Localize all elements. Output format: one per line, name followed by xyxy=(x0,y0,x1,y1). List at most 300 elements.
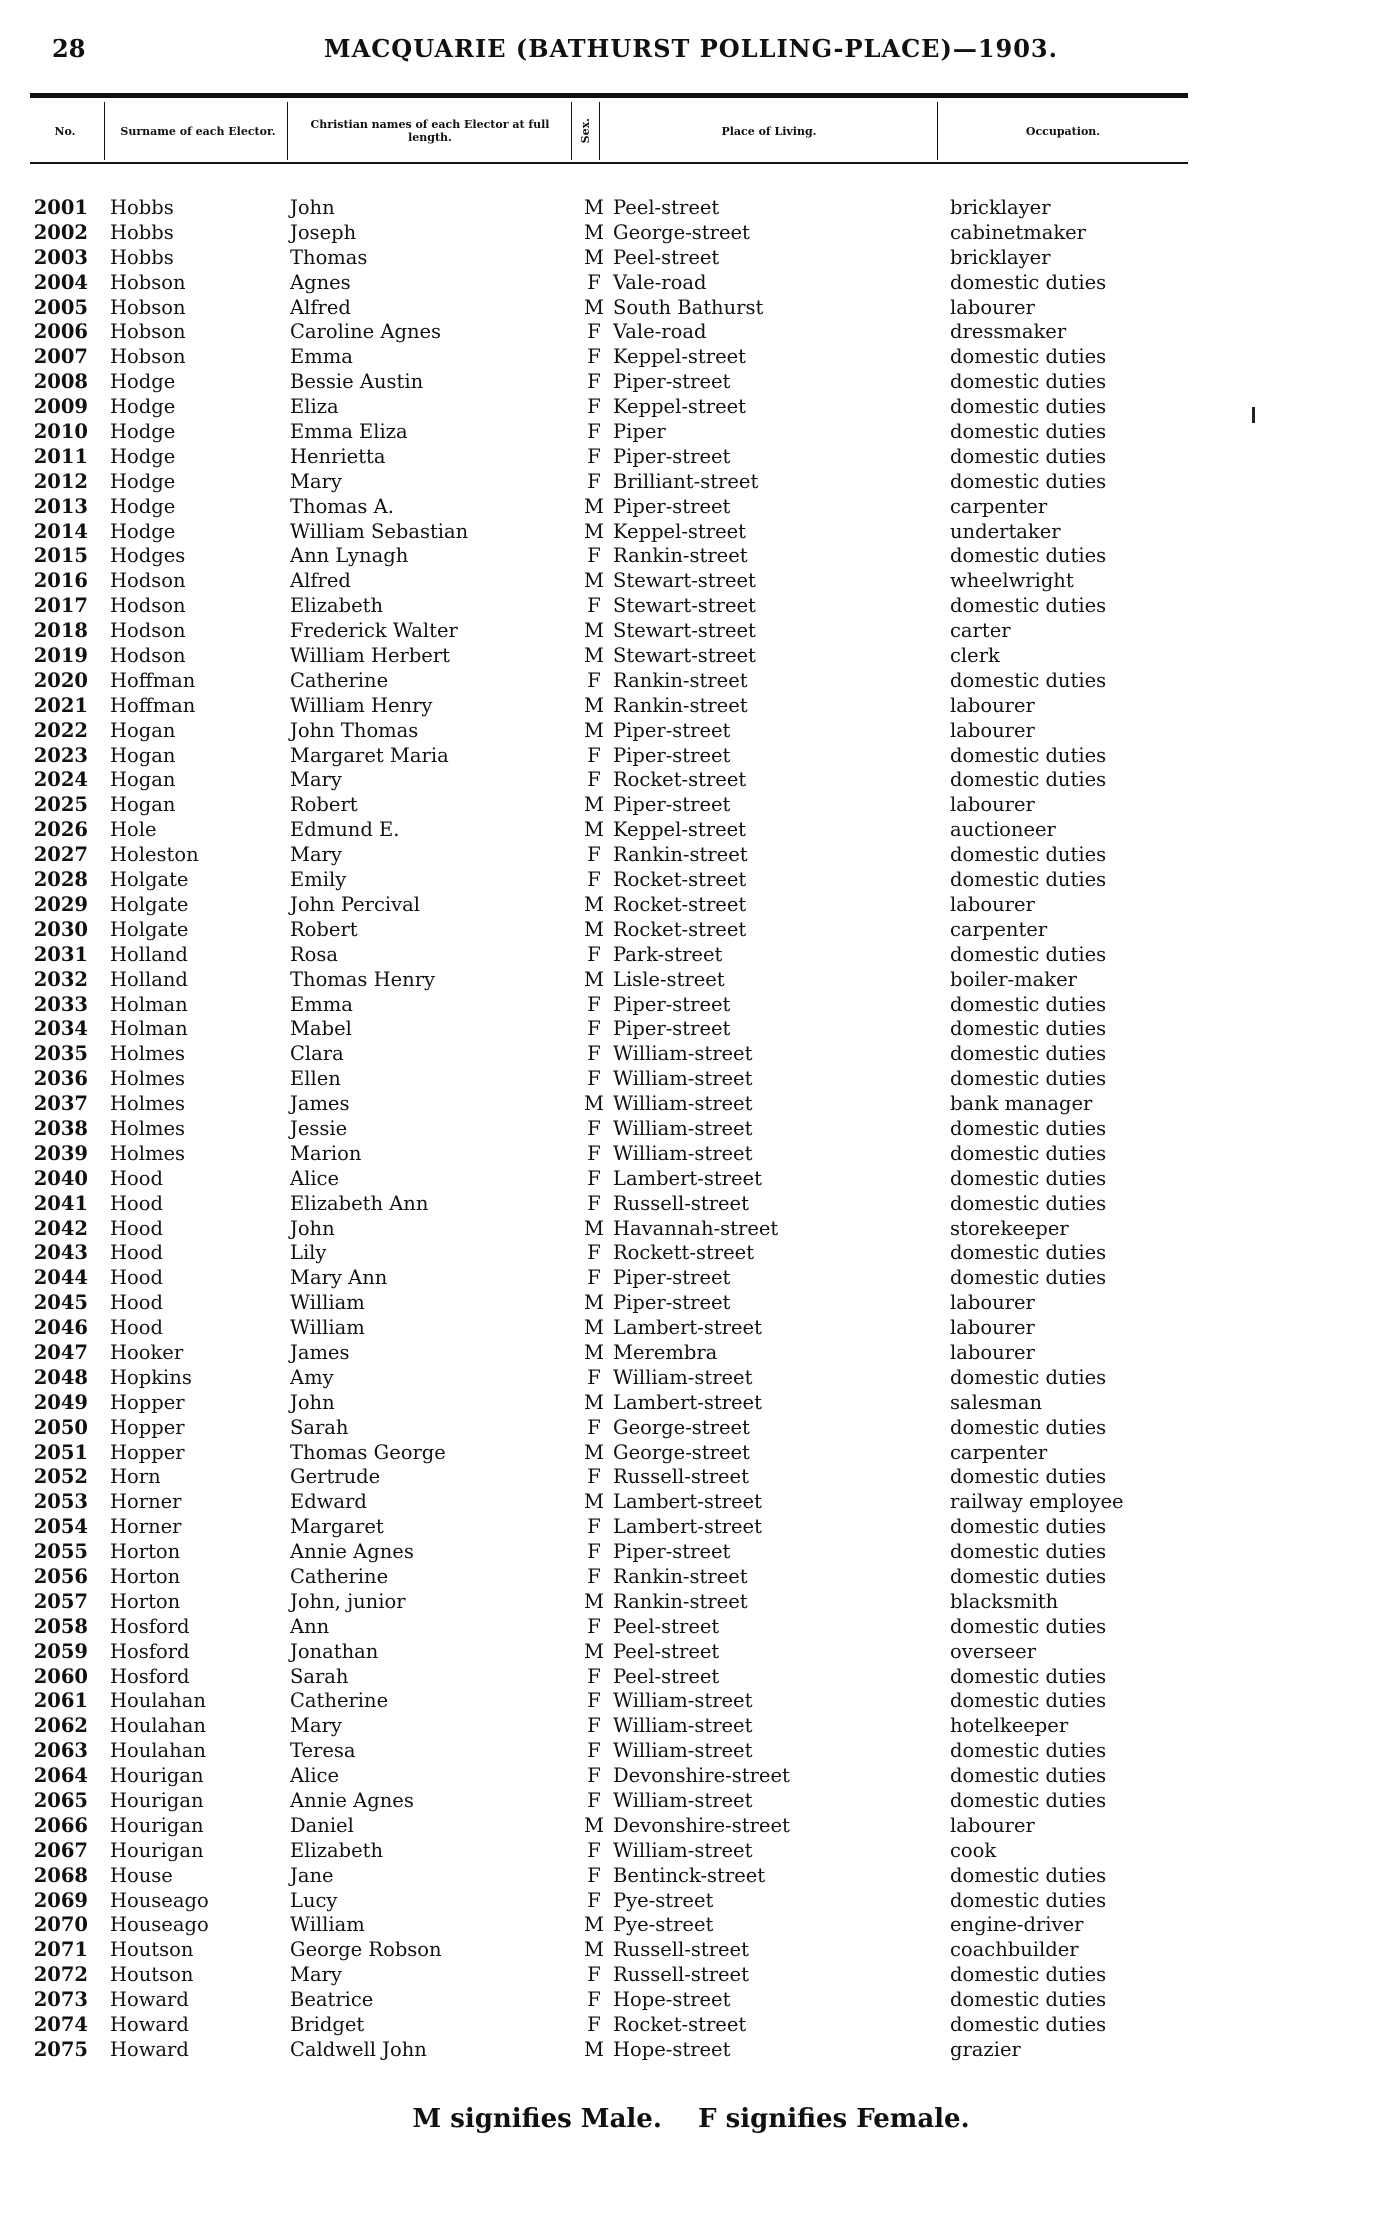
table-row xyxy=(0,1665,1382,1690)
sex: F xyxy=(587,1166,601,1190)
surname: Houlahan xyxy=(110,1689,206,1713)
header-sex xyxy=(572,104,598,158)
christian-names: Thomas A. xyxy=(290,494,394,518)
table-row xyxy=(0,694,1382,719)
place-of-living: Piper-street xyxy=(613,743,731,767)
elector-number: 2038 xyxy=(33,1116,88,1140)
sex: F xyxy=(587,544,601,568)
christian-names: Teresa xyxy=(290,1739,356,1763)
table-row xyxy=(0,2013,1382,2038)
table-row xyxy=(0,818,1382,843)
occupation: domestic duties xyxy=(950,1888,1107,1912)
surname: Houseago xyxy=(110,1888,209,1912)
christian-names: John xyxy=(290,1216,335,1240)
place-of-living: William-street xyxy=(613,1689,753,1713)
occupation: domestic duties xyxy=(950,1863,1107,1887)
surname: Hobbs xyxy=(110,245,174,269)
occupation: domestic duties xyxy=(950,768,1107,792)
sex: F xyxy=(587,420,601,444)
surname: Horton xyxy=(110,1589,181,1613)
sex: F xyxy=(587,1988,601,2012)
place-of-living: South Bathurst xyxy=(613,295,764,319)
table-row xyxy=(0,744,1382,769)
surname: Hogan xyxy=(110,768,176,792)
surname: Hourigan xyxy=(110,1838,204,1862)
surname: Hoffman xyxy=(110,668,196,692)
header-surname: Surname of each Elector. xyxy=(120,124,276,138)
christian-names: Mary xyxy=(290,1963,342,1987)
sex: M xyxy=(584,1440,604,1464)
elector-number: 2067 xyxy=(33,1838,88,1862)
sex: F xyxy=(587,942,601,966)
elector-number: 2035 xyxy=(33,1042,88,1066)
table-row xyxy=(0,1117,1382,1142)
christian-names: Henrietta xyxy=(290,444,386,468)
table-row xyxy=(0,1217,1382,1242)
sex: F xyxy=(587,1415,601,1439)
elector-number: 2061 xyxy=(33,1689,88,1713)
elector-number: 2063 xyxy=(33,1739,88,1763)
christian-names: William Sebastian xyxy=(290,519,469,543)
place-of-living: Vale-road xyxy=(613,320,707,344)
sex: M xyxy=(584,494,604,518)
surname: Houseago xyxy=(110,1913,209,1937)
christian-names: Margaret Maria xyxy=(290,743,449,767)
elector-number: 2075 xyxy=(33,2037,88,2061)
sex-legend: M signifies Male. F signifies Female. xyxy=(412,2104,970,2134)
table-row xyxy=(0,1192,1382,1217)
christian-names: Jonathan xyxy=(290,1639,379,1663)
table-row xyxy=(0,1490,1382,1515)
surname: Hourigan xyxy=(110,1764,204,1788)
christian-names: Elizabeth xyxy=(290,594,384,618)
elector-number: 2064 xyxy=(33,1764,88,1788)
occupation: salesman xyxy=(950,1390,1043,1414)
elector-number: 2051 xyxy=(33,1440,88,1464)
occupation: domestic duties xyxy=(950,1415,1107,1439)
surname: Hood xyxy=(110,1266,163,1290)
elector-number: 2048 xyxy=(33,1365,88,1389)
surname: Horton xyxy=(110,1540,181,1564)
place-of-living: Devonshire-street xyxy=(613,1813,790,1837)
table-row xyxy=(0,868,1382,893)
place-of-living: Keppel-street xyxy=(613,818,746,842)
christian-names: Emma xyxy=(290,992,353,1016)
table-row xyxy=(0,943,1382,968)
table-row xyxy=(0,1465,1382,1490)
place-of-living: Lambert-street xyxy=(613,1390,762,1414)
surname: Holgate xyxy=(110,917,189,941)
occupation: engine-driver xyxy=(950,1913,1084,1937)
sex: F xyxy=(587,1365,601,1389)
sex: M xyxy=(584,245,604,269)
elector-number: 2010 xyxy=(33,420,88,444)
table-row xyxy=(0,569,1382,594)
occupation: domestic duties xyxy=(950,868,1107,892)
occupation: labourer xyxy=(950,1340,1035,1364)
sex: F xyxy=(587,1564,601,1588)
surname: Hodges xyxy=(110,544,186,568)
elector-number: 2031 xyxy=(33,942,88,966)
elector-number: 2028 xyxy=(33,868,88,892)
occupation: bricklayer xyxy=(950,245,1051,269)
surname: Hole xyxy=(110,818,157,842)
christian-names: Agnes xyxy=(290,270,351,294)
place-of-living: Piper-street xyxy=(613,793,731,817)
table-row xyxy=(0,619,1382,644)
place-of-living: Hope-street xyxy=(613,1988,731,2012)
place-of-living: George-street xyxy=(613,1440,750,1464)
elector-number: 2008 xyxy=(33,370,88,394)
surname: Hopkins xyxy=(110,1365,192,1389)
elector-number: 2074 xyxy=(33,2013,88,2037)
place-of-living: Rocket-street xyxy=(613,917,747,941)
sex: F xyxy=(587,1515,601,1539)
sex: M xyxy=(584,644,604,668)
occupation: boiler-maker xyxy=(950,967,1077,991)
elector-number: 2072 xyxy=(33,1963,88,1987)
christian-names: Catherine xyxy=(290,1564,389,1588)
christian-names: Alfred xyxy=(290,295,351,319)
sex: F xyxy=(587,2013,601,2037)
table-row xyxy=(0,1416,1382,1441)
elector-number: 2003 xyxy=(33,245,88,269)
header-sex-label: Sex. xyxy=(578,118,592,144)
place-of-living: Merembra xyxy=(613,1340,718,1364)
elector-number: 2022 xyxy=(33,718,88,742)
christian-names: Alice xyxy=(290,1764,340,1788)
occupation: domestic duties xyxy=(950,1764,1107,1788)
sex: M xyxy=(584,1316,604,1340)
surname: Holmes xyxy=(110,1141,186,1165)
christian-names: Mabel xyxy=(290,1017,352,1041)
christian-names: William xyxy=(290,1913,365,1937)
elector-number: 2027 xyxy=(33,843,88,867)
elector-number: 2071 xyxy=(33,1938,88,1962)
sex: F xyxy=(587,1963,601,1987)
sex: F xyxy=(587,868,601,892)
table-row xyxy=(0,1316,1382,1341)
table-row xyxy=(0,520,1382,545)
sex: F xyxy=(587,444,601,468)
elector-number: 2019 xyxy=(33,644,88,668)
table-row xyxy=(0,1092,1382,1117)
christian-names: Daniel xyxy=(290,1813,354,1837)
christian-names: William Henry xyxy=(290,693,433,717)
elector-number: 2073 xyxy=(33,1988,88,2012)
surname: Horner xyxy=(110,1515,182,1539)
occupation: labourer xyxy=(950,892,1035,916)
elector-number: 2013 xyxy=(33,494,88,518)
occupation: domestic duties xyxy=(950,1689,1107,1713)
occupation: hotelkeeper xyxy=(950,1714,1069,1738)
sex: F xyxy=(587,1764,601,1788)
elector-number: 2033 xyxy=(33,992,88,1016)
surname: Houlahan xyxy=(110,1739,206,1763)
sex: M xyxy=(584,2037,604,2061)
elector-number: 2025 xyxy=(33,793,88,817)
table-row xyxy=(0,320,1382,345)
elector-number: 2018 xyxy=(33,619,88,643)
occupation: labourer xyxy=(950,1813,1035,1837)
table-row xyxy=(0,1017,1382,1042)
surname: Hodson xyxy=(110,569,186,593)
sex: F xyxy=(587,743,601,767)
elector-number: 2001 xyxy=(33,196,88,219)
table-row xyxy=(0,1341,1382,1366)
place-of-living: Piper-street xyxy=(613,1017,731,1041)
place-of-living: Lambert-street xyxy=(613,1166,762,1190)
table-row xyxy=(0,1938,1382,1963)
sex: F xyxy=(587,320,601,344)
table-row xyxy=(0,296,1382,321)
sex: M xyxy=(584,619,604,643)
occupation: labourer xyxy=(950,718,1035,742)
sex: M xyxy=(584,1291,604,1315)
surname: Hogan xyxy=(110,718,176,742)
sex: M xyxy=(584,1938,604,1962)
elector-number: 2024 xyxy=(33,768,88,792)
place-of-living: Pye-street xyxy=(613,1913,714,1937)
place-of-living: Piper xyxy=(613,420,666,444)
elector-number: 2020 xyxy=(33,668,88,692)
surname: Hood xyxy=(110,1241,163,1265)
elector-number: 2002 xyxy=(33,220,88,244)
christian-names: Ann xyxy=(290,1614,330,1638)
christian-names: Marion xyxy=(290,1141,362,1165)
occupation: domestic duties xyxy=(950,1465,1107,1489)
occupation: domestic duties xyxy=(950,469,1107,493)
sex: M xyxy=(584,1490,604,1514)
table-row xyxy=(0,1689,1382,1714)
surname: Hopper xyxy=(110,1415,185,1439)
elector-number: 2005 xyxy=(33,295,88,319)
sex: F xyxy=(587,1042,601,1066)
place-of-living: Rocket-street xyxy=(613,768,747,792)
surname: Howard xyxy=(110,1988,189,2012)
christian-names: Ann Lynagh xyxy=(290,544,409,568)
elector-number: 2054 xyxy=(33,1515,88,1539)
christian-names: Sarah xyxy=(290,1415,349,1439)
place-of-living: Piper-street xyxy=(613,718,731,742)
place-of-living: Rankin-street xyxy=(613,843,748,867)
christian-names: Gertrude xyxy=(290,1465,381,1489)
elector-number: 2016 xyxy=(33,569,88,593)
elector-number: 2037 xyxy=(33,1092,88,1116)
table-row xyxy=(0,246,1382,271)
table-row xyxy=(0,1441,1382,1466)
table-row xyxy=(0,470,1382,495)
christian-names: James xyxy=(290,1092,350,1116)
surname: Hobbs xyxy=(110,196,174,219)
surname: Houtson xyxy=(110,1938,194,1962)
sex: F xyxy=(587,395,601,419)
occupation: coachbuilder xyxy=(950,1938,1079,1962)
place-of-living: Piper-street xyxy=(613,444,731,468)
occupation: domestic duties xyxy=(950,992,1107,1016)
sex: M xyxy=(584,1589,604,1613)
elector-number: 2012 xyxy=(33,469,88,493)
place-of-living: Peel-street xyxy=(613,245,720,269)
occupation: domestic duties xyxy=(950,1191,1107,1215)
sex: M xyxy=(584,519,604,543)
place-of-living: Piper-street xyxy=(613,1291,731,1315)
table-row xyxy=(0,669,1382,694)
occupation: carpenter xyxy=(950,917,1048,941)
christian-names: William xyxy=(290,1316,365,1340)
sex: F xyxy=(587,1689,601,1713)
christian-names: Elizabeth Ann xyxy=(290,1191,429,1215)
place-of-living: Rankin-street xyxy=(613,1564,748,1588)
christian-names: Elizabeth xyxy=(290,1838,384,1862)
occupation: grazier xyxy=(950,2037,1021,2061)
occupation: domestic duties xyxy=(950,444,1107,468)
table-row xyxy=(0,993,1382,1018)
place-of-living: Keppel-street xyxy=(613,519,746,543)
christian-names: Thomas xyxy=(290,245,368,269)
christian-names: Mary xyxy=(290,1714,342,1738)
christian-names: Catherine xyxy=(290,1689,389,1713)
table-row xyxy=(0,918,1382,943)
occupation: domestic duties xyxy=(950,1141,1107,1165)
place-of-living: Rocket-street xyxy=(613,868,747,892)
elector-number: 2059 xyxy=(33,1639,88,1663)
sex: F xyxy=(587,1017,601,1041)
place-of-living: Bentinck-street xyxy=(613,1863,766,1887)
christian-names: Joseph xyxy=(290,220,357,244)
christian-names: Frederick Walter xyxy=(290,619,458,643)
place-of-living: Peel-street xyxy=(613,196,720,219)
place-of-living: Havannah-street xyxy=(613,1216,779,1240)
surname: Hobson xyxy=(110,295,186,319)
occupation: domestic duties xyxy=(950,1266,1107,1290)
occupation: labourer xyxy=(950,793,1035,817)
christian-names: Emma Eliza xyxy=(290,420,408,444)
occupation: domestic duties xyxy=(950,1789,1107,1812)
sex: F xyxy=(587,1266,601,1290)
sex: M xyxy=(584,1340,604,1364)
surname: Hodge xyxy=(110,444,176,468)
occupation: cook xyxy=(950,1838,997,1862)
christian-names: Jane xyxy=(290,1863,334,1887)
elector-number: 2039 xyxy=(33,1141,88,1165)
table-row xyxy=(0,1988,1382,2013)
surname: Hourigan xyxy=(110,1789,204,1812)
table-row xyxy=(0,271,1382,296)
place-of-living: William-street xyxy=(613,1838,753,1862)
christian-names: James xyxy=(290,1340,350,1364)
sex: F xyxy=(587,1614,601,1638)
christian-names: John xyxy=(290,1390,335,1414)
place-of-living: Piper-street xyxy=(613,1266,731,1290)
sex: F xyxy=(587,1141,601,1165)
surname: Hosford xyxy=(110,1664,190,1688)
occupation: labourer xyxy=(950,295,1035,319)
place-of-living: Rankin-street xyxy=(613,693,748,717)
surname: Holmes xyxy=(110,1092,186,1116)
elector-number: 2017 xyxy=(33,594,88,618)
place-of-living: Rankin-street xyxy=(613,544,748,568)
sex: F xyxy=(587,370,601,394)
elector-number: 2065 xyxy=(33,1789,88,1812)
table-row xyxy=(0,1640,1382,1665)
sex: F xyxy=(587,668,601,692)
christian-names: Edward xyxy=(290,1490,367,1514)
sex: F xyxy=(587,1714,601,1738)
place-of-living: William-street xyxy=(613,1092,753,1116)
place-of-living: Stewart-street xyxy=(613,594,756,618)
place-of-living: Devonshire-street xyxy=(613,1764,790,1788)
electors-table-body xyxy=(0,196,1382,2063)
surname: Hodge xyxy=(110,420,176,444)
elector-number: 2069 xyxy=(33,1888,88,1912)
sex: F xyxy=(587,594,601,618)
place-of-living: Stewart-street xyxy=(613,644,756,668)
occupation: domestic duties xyxy=(950,843,1107,867)
sex: M xyxy=(584,1639,604,1663)
table-row xyxy=(0,793,1382,818)
sex: M xyxy=(584,1813,604,1837)
place-of-living: Stewart-street xyxy=(613,619,756,643)
place-of-living: Russell-street xyxy=(613,1191,749,1215)
elector-number: 2009 xyxy=(33,395,88,419)
christian-names: John xyxy=(290,196,335,219)
place-of-living: Rockett-street xyxy=(613,1241,755,1265)
place-of-living: William-street xyxy=(613,1739,753,1763)
place-of-living: Peel-street xyxy=(613,1639,720,1663)
occupation: labourer xyxy=(950,1291,1035,1315)
table-row xyxy=(0,544,1382,569)
sex: F xyxy=(587,1789,601,1812)
elector-number: 2004 xyxy=(33,270,88,294)
table-row xyxy=(0,1515,1382,1540)
elector-number: 2029 xyxy=(33,892,88,916)
elector-number: 2053 xyxy=(33,1490,88,1514)
occupation: bank manager xyxy=(950,1092,1093,1116)
header-occupation: Occupation. xyxy=(1025,124,1101,138)
occupation: domestic duties xyxy=(950,345,1107,369)
christian-names: Alfred xyxy=(290,569,351,593)
surname: Hopper xyxy=(110,1390,185,1414)
table-row xyxy=(0,1864,1382,1889)
sex: M xyxy=(584,1390,604,1414)
christian-names: Jessie xyxy=(290,1116,348,1140)
surname: Hood xyxy=(110,1166,163,1190)
sex: M xyxy=(584,569,604,593)
occupation: domestic duties xyxy=(950,1241,1107,1265)
table-row xyxy=(0,370,1382,395)
elector-number: 2055 xyxy=(33,1540,88,1564)
place-of-living: Rocket-street xyxy=(613,892,747,916)
occupation: domestic duties xyxy=(950,1166,1107,1190)
elector-number: 2006 xyxy=(33,320,88,344)
place-of-living: Keppel-street xyxy=(613,345,746,369)
occupation: labourer xyxy=(950,1316,1035,1340)
place-of-living: Keppel-street xyxy=(613,395,746,419)
place-of-living: Lambert-street xyxy=(613,1515,762,1539)
surname: Hourigan xyxy=(110,1813,204,1837)
sex: M xyxy=(584,196,604,219)
christian-names: William Herbert xyxy=(290,644,451,668)
table-row xyxy=(0,1391,1382,1416)
occupation: domestic duties xyxy=(950,1988,1107,2012)
header-christian-names: Christian names of each Elector at full length. xyxy=(310,118,550,144)
header-place: Place of Living. xyxy=(721,124,817,138)
table-row xyxy=(0,1913,1382,1938)
surname: Horn xyxy=(110,1465,161,1489)
place-of-living: Lisle-street xyxy=(613,967,725,991)
table-row xyxy=(0,395,1382,420)
